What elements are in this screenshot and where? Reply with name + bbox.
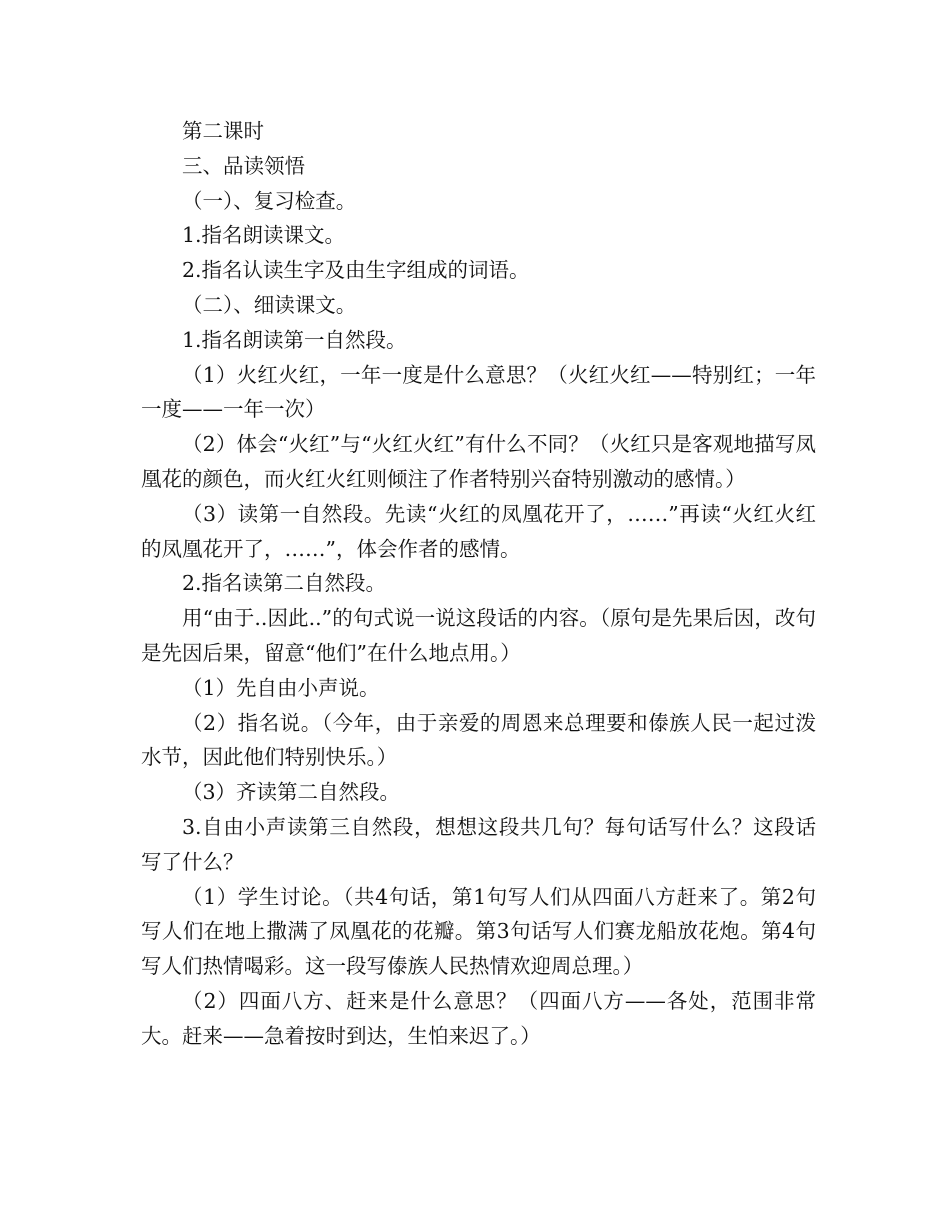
paragraph: （2）指名说。（今年，由于亲爱的周恩来总理要和傣族人民一起过泼水节，因此他们特别快乐。）: [141, 710, 816, 770]
paragraph: 1.指名朗读课文。: [182, 223, 346, 248]
subsection-heading: （二）、细读课文。: [182, 292, 357, 317]
paragraph: （3）齐读第二自然段。: [182, 780, 401, 805]
paragraph: 用“由于..因此..”的句式说一说这段话的内容。（原句是先果后因，改句是先因后果，留意“他们”在什么地点用。）: [141, 606, 816, 665]
paragraph: （1）火红火红，一年一度是什么意思？（火红火红——特别红；一年一度——一年一次）: [141, 362, 816, 422]
section-heading: 三、品读领悟: [182, 153, 305, 178]
paragraph: （1）先自由小声说。: [182, 675, 380, 700]
paragraph: （2）四面八方、赶来是什么意思？（四面八方——各处，范围非常大。赶来——急着按时到达，生怕来迟了。）: [141, 988, 816, 1048]
paragraph: 1.指名朗读第一自然段。: [182, 327, 407, 352]
subsection-heading: （一）、复习检查。: [182, 188, 357, 213]
paragraph: 2.指名认读生字及由生字组成的词语。: [182, 258, 530, 283]
paragraph: （2）体会“火红”与“火红火红”有什么不同？（火红只是客观地描写凤凰花的颜色，而火红火红则倾注了作者特别兴奋特别激动的感情。）: [141, 432, 816, 491]
lesson-heading: 第二课时: [182, 119, 264, 143]
paragraph: 3.自由小声读第三自然段，想想这段共几句？每句话写什么？这段话写了什么？: [141, 814, 816, 874]
paragraph: （1）学生讨论。（共4句话，第1句写人们从四面八方赶来了。第2句写人们在地上撒满了凤凰花的花瓣。第3句话写人们赛龙船放花炮。第4句写人们热情喝彩。这一段写傣族人民热情欢迎周总理。）: [141, 884, 816, 979]
document-body: [141, 114, 816, 1054]
paragraph: （3）读第一自然段。先读“火红的凤凰花开了，……”再读“火红火红的凤凰花开了，……”，体会作者的感情。: [141, 501, 816, 561]
paragraph: 2.指名读第二自然段。: [182, 571, 387, 596]
